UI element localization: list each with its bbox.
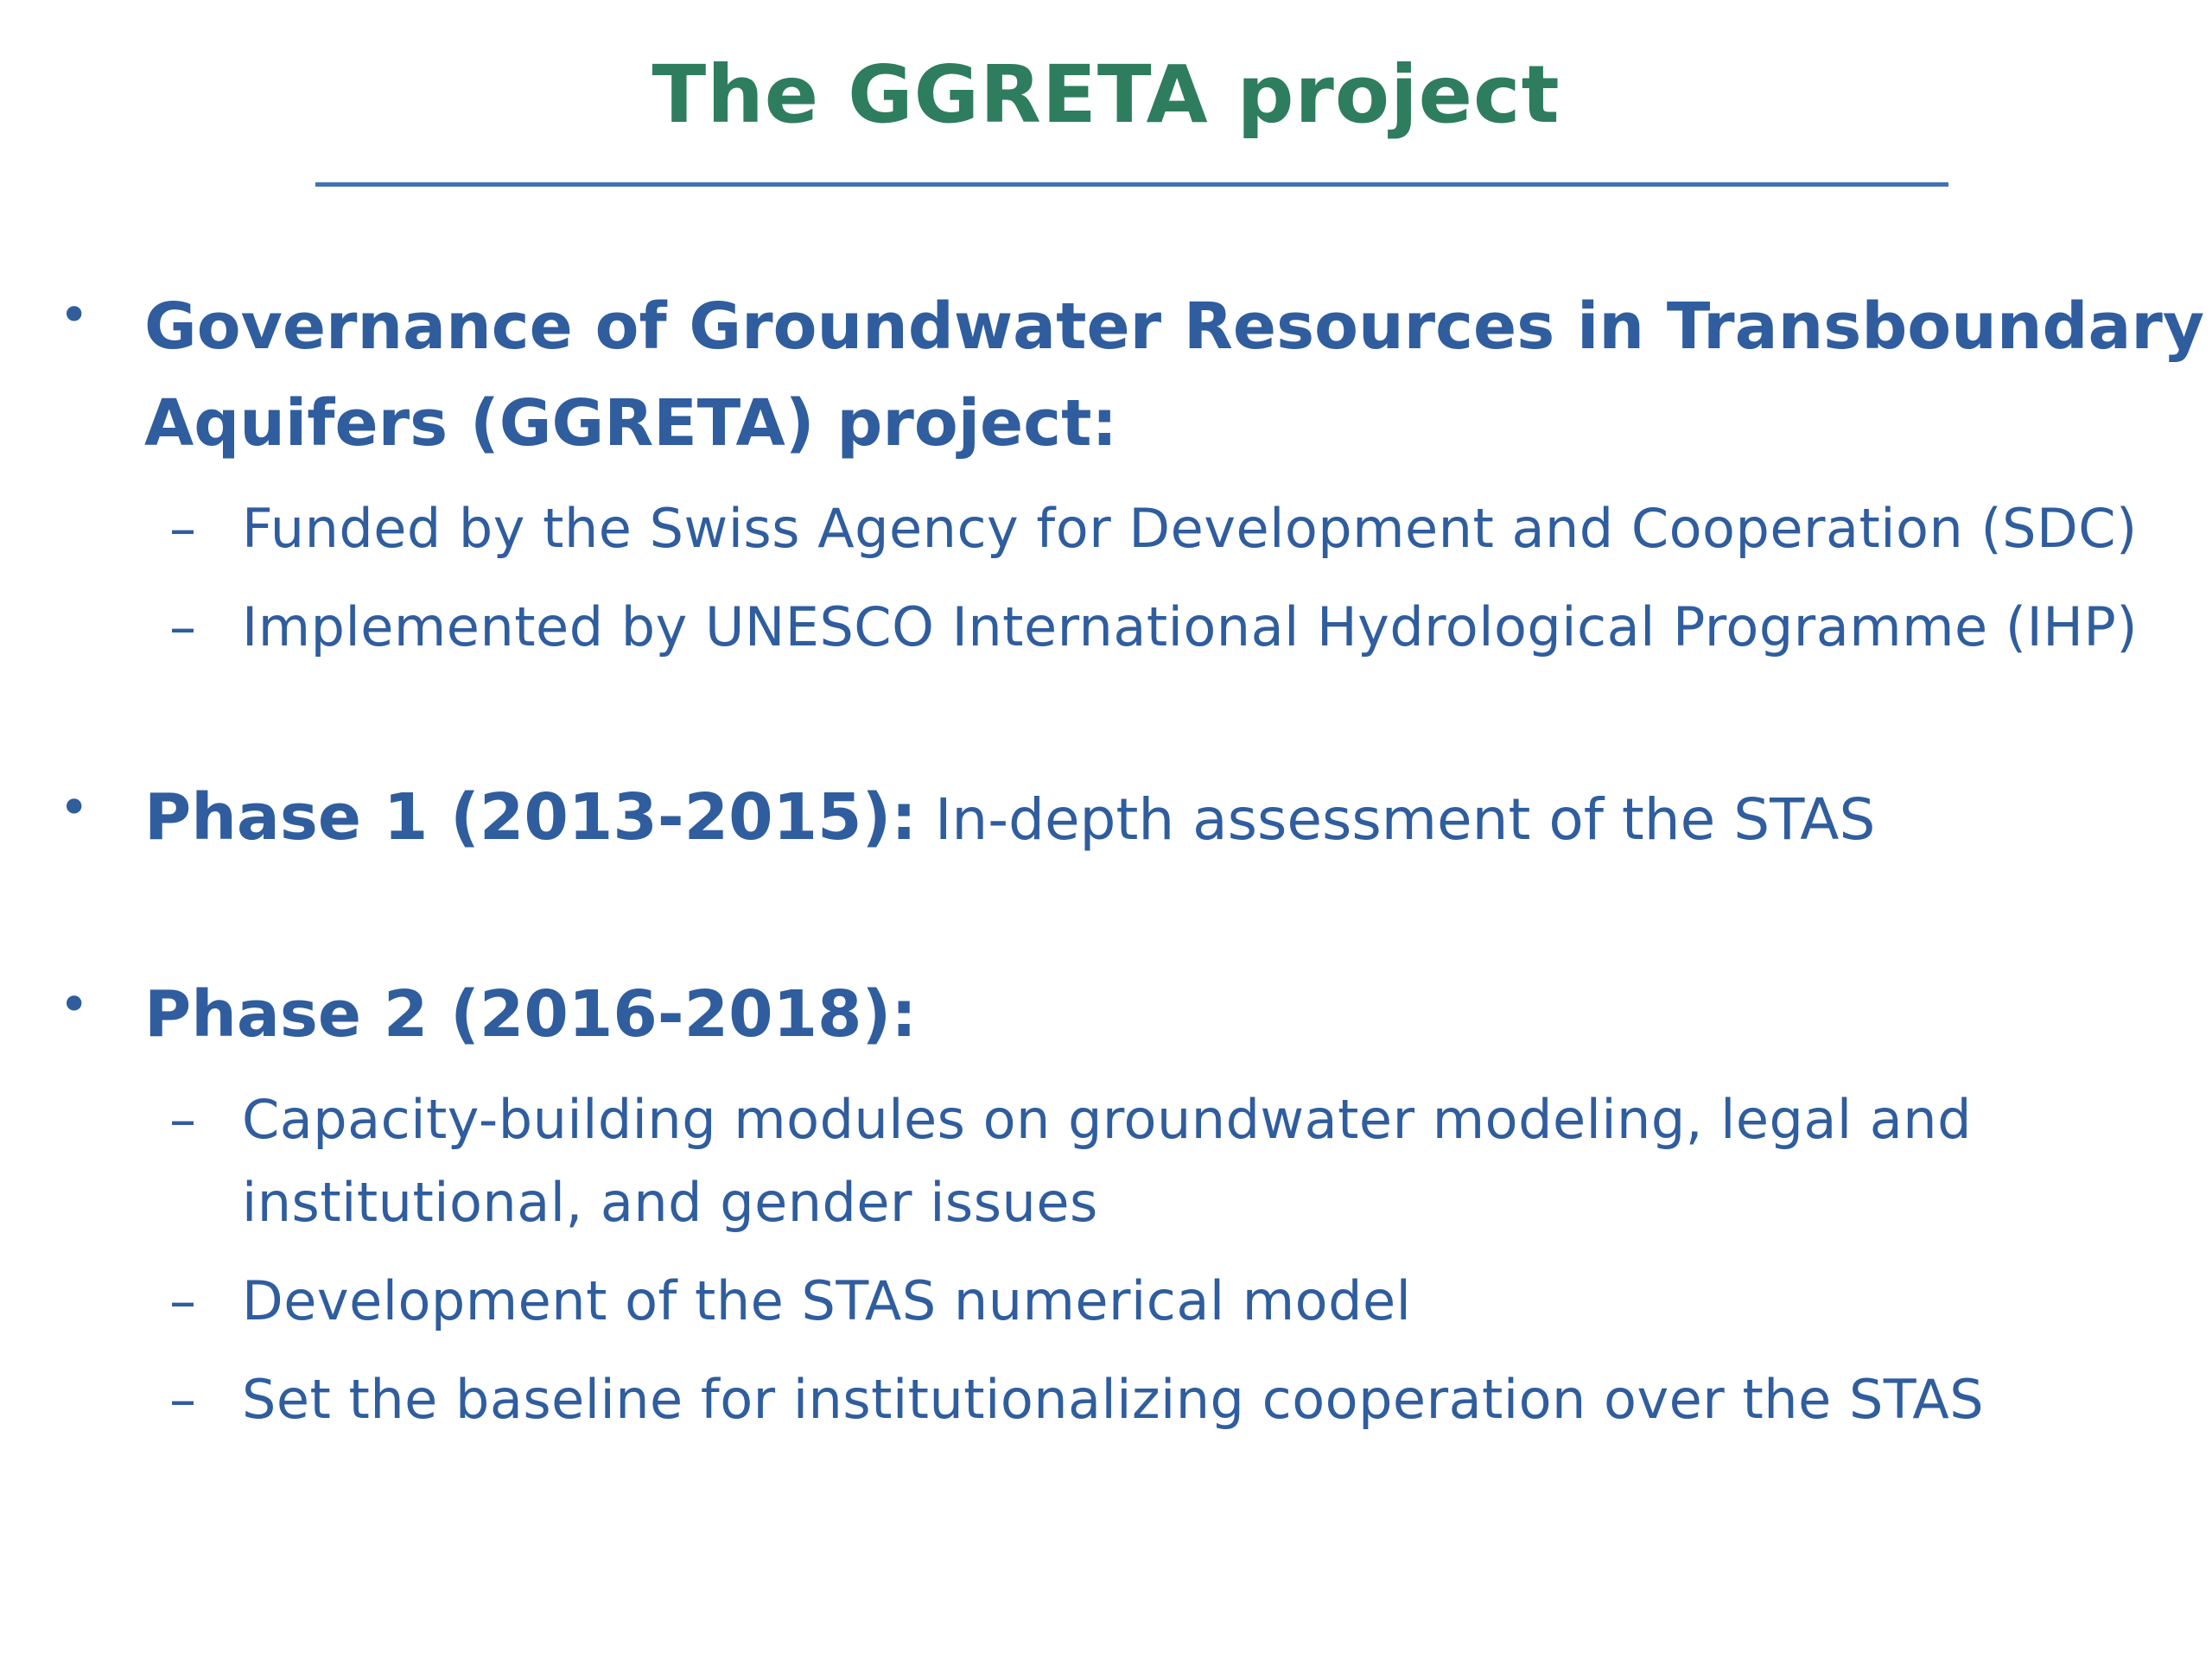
bullet-2-text (144, 769, 2132, 868)
slide-title: The GGRETA project (652, 48, 1560, 141)
bullet-1-marker: • (59, 285, 90, 346)
bullet-3-sub-1-line-1: Capacity-building modules on groundwater modeling, legal and (242, 1088, 1972, 1151)
bullet-2-marker: • (59, 778, 90, 838)
bullet-1-title-line-2: Aquifers (GGRETA) project: (144, 386, 1118, 461)
bullet-1-sub-2: Implemented by UNESCO International Hydrological Programme (IHP) (242, 595, 2139, 658)
bullet-3-sub-1-dash: – (169, 1088, 196, 1151)
bullet-2-normal: In-depth assessment of the STAS (916, 786, 1876, 853)
bullet-3-title: Phase 2 (2016-2018): (144, 977, 917, 1052)
title-underline (315, 182, 1948, 187)
bullet-3-sub-3: Set the baseline for institutionalizing cooperation over the STAS (242, 1368, 1985, 1431)
bullet-1-title-line-1: Governance of Groundwater Resources in Transboundary (144, 289, 2205, 364)
bullet-1-sub-1: Funded by the Swiss Agency for Development and Cooperation (SDC) (242, 497, 2138, 560)
bullet-3-marker: • (59, 975, 90, 1035)
bullet-1-sub-2-dash: – (169, 595, 196, 658)
bullet-3-sub-3-dash: – (169, 1368, 196, 1431)
bullet-3-sub-2-dash: – (169, 1269, 196, 1332)
bullet-2-bold: Phase 1 (2013-2015): (144, 780, 917, 855)
bullet-3-sub-2: Development of the STAS numerical model (242, 1269, 1412, 1332)
bullet-1-sub-1-dash: – (169, 497, 196, 560)
bullet-3-sub-1-line-2: institutional, and gender issues (242, 1171, 1098, 1234)
